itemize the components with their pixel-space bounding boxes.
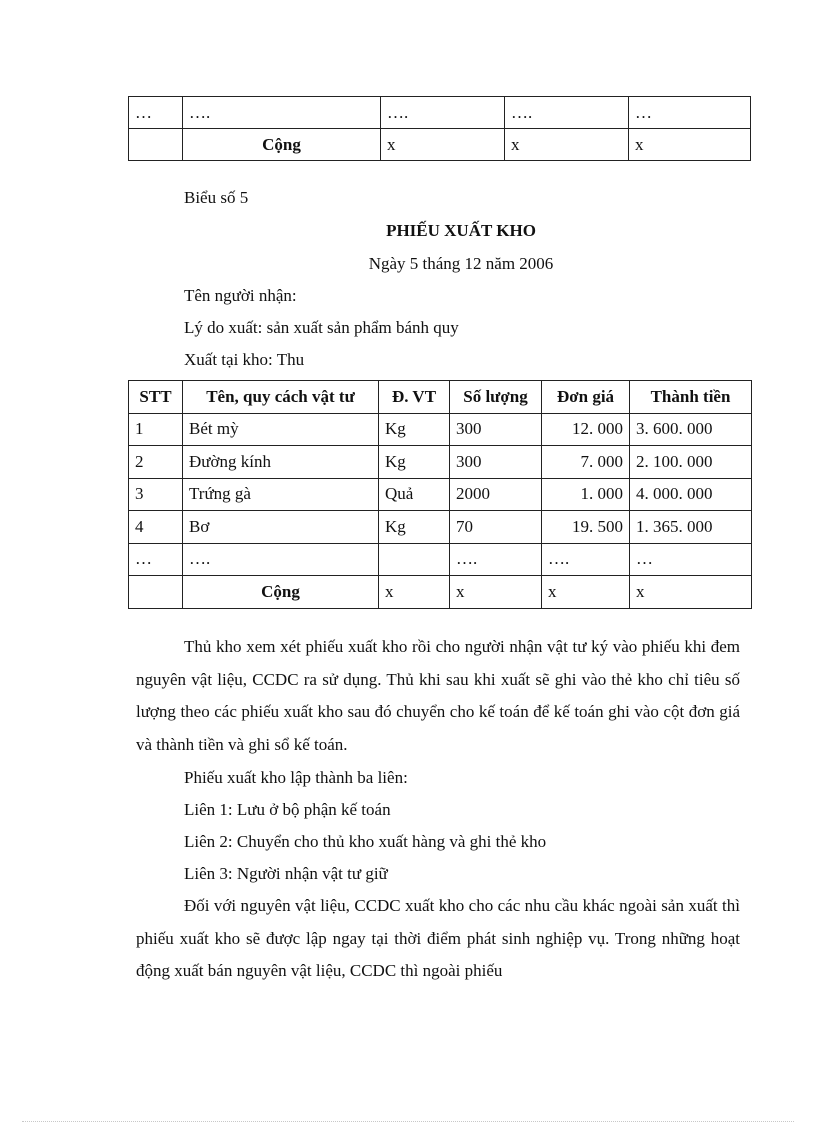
- page-bottom-divider: [22, 1121, 794, 1122]
- issue-slip-table: [128, 380, 752, 609]
- table-cell: …: [129, 97, 183, 129]
- table-cell: ….: [183, 97, 381, 129]
- table-cell: 1. 000: [542, 478, 630, 511]
- reason-line: Lý do xuất: sản xuất sản phẩm bánh quy: [184, 318, 459, 337]
- table-cell: 4: [129, 511, 183, 544]
- table-cell: …: [129, 543, 183, 576]
- table-cell: 70: [450, 511, 542, 544]
- table-row: [129, 543, 752, 576]
- table-cell: [129, 129, 183, 161]
- table-row-total: [129, 576, 752, 609]
- table-cell: x: [629, 129, 751, 161]
- table-cell: ….: [542, 543, 630, 576]
- table-cell: x: [542, 576, 630, 609]
- paragraph-1: Thủ kho xem xét phiếu xuất kho rồi cho người nhận vật tư ký vào phiếu khi đem nguyên vật liệu, CCDC ra sử dụng. Thủ khi sau khi xuất sẽ ghi vào thẻ kho chỉ tiêu số lượng theo các phiếu xuất kho sau đó chuyển cho kế toán để kế toán ghi vào cột đơn giá và thành tiền và ghi sổ kế toán.: [136, 637, 740, 754]
- copy-2: Liên 2: Chuyển cho thủ kho xuất hàng và ghi thẻ kho: [184, 832, 547, 851]
- table-cell: ….: [183, 543, 379, 576]
- table-cell: x: [630, 576, 752, 609]
- table-cell: 7. 000: [542, 446, 630, 479]
- header-quantity: Số lượng: [450, 381, 542, 414]
- table-cell: 19. 500: [542, 511, 630, 544]
- table-row: [129, 97, 751, 129]
- table-cell: x: [505, 129, 629, 161]
- table-row: [129, 511, 752, 544]
- table-cell: Trứng gà: [183, 478, 379, 511]
- table-cell: 2000: [450, 478, 542, 511]
- header-name: Tên, quy cách vật tư: [183, 381, 379, 414]
- table-cell: x: [450, 576, 542, 609]
- header-stt: STT: [129, 381, 183, 414]
- table-cell: ….: [450, 543, 542, 576]
- header-unit: Đ. VT: [379, 381, 450, 414]
- table-cell: 12. 000: [542, 413, 630, 446]
- table-cell: Bét mỳ: [183, 413, 379, 446]
- table-cell: Quả: [379, 478, 450, 511]
- table-cell: [379, 543, 450, 576]
- previous-table: [128, 96, 751, 161]
- paragraph-2: Đối với nguyên vật liệu, CCDC xuất kho cho các nhu cầu khác ngoài sản xuất thì phiếu xuất kho sẽ được lập ngay tại thời điểm phát sinh nghiệp vụ. Trong những hoạt động xuất bán nguyên vật liệu, CCDC thì ngoài phiếu: [136, 896, 740, 980]
- table-header-row: [129, 381, 752, 414]
- table-cell: [129, 576, 183, 609]
- form-label: Biểu số 5: [184, 188, 249, 207]
- table-cell: Bơ: [183, 511, 379, 544]
- table-row: [129, 446, 752, 479]
- table-cell: 1. 365. 000: [630, 511, 752, 544]
- table-cell: x: [379, 576, 450, 609]
- warehouse-line: Xuất tại kho: Thu: [184, 350, 305, 369]
- table-cell: …: [629, 97, 751, 129]
- table-cell: 1: [129, 413, 183, 446]
- header-unit-price: Đơn giá: [542, 381, 630, 414]
- table-cell: 3: [129, 478, 183, 511]
- table-row: [129, 413, 752, 446]
- table-cell: Kg: [379, 413, 450, 446]
- table-cell: 300: [450, 446, 542, 479]
- recipient-line: Tên người nhận:: [184, 286, 297, 305]
- form-title: PHIẾU XUẤT KHO: [386, 221, 536, 240]
- copy-1: Liên 1: Lưu ở bộ phận kế toán: [184, 800, 391, 819]
- table-cell: …: [630, 543, 752, 576]
- table-row: [129, 478, 752, 511]
- table-cell: ….: [381, 97, 505, 129]
- table-cell: x: [381, 129, 505, 161]
- header-amount: Thành tiền: [630, 381, 752, 414]
- table-cell: 3. 600. 000: [630, 413, 752, 446]
- form-date: Ngày 5 tháng 12 năm 2006: [368, 254, 554, 273]
- total-label: Cộng: [183, 576, 379, 609]
- total-label: Cộng: [183, 129, 381, 161]
- copies-intro: Phiếu xuất kho lập thành ba liên:: [184, 768, 408, 787]
- table-row-total: [129, 129, 751, 161]
- table-cell: 300: [450, 413, 542, 446]
- table-cell: 2. 100. 000: [630, 446, 752, 479]
- table-cell: 4. 000. 000: [630, 478, 752, 511]
- table-cell: ….: [505, 97, 629, 129]
- table-cell: Đường kính: [183, 446, 379, 479]
- table-cell: 2: [129, 446, 183, 479]
- table-cell: Kg: [379, 511, 450, 544]
- copy-3: Liên 3: Người nhận vật tư giữ: [184, 864, 388, 883]
- table-cell: Kg: [379, 446, 450, 479]
